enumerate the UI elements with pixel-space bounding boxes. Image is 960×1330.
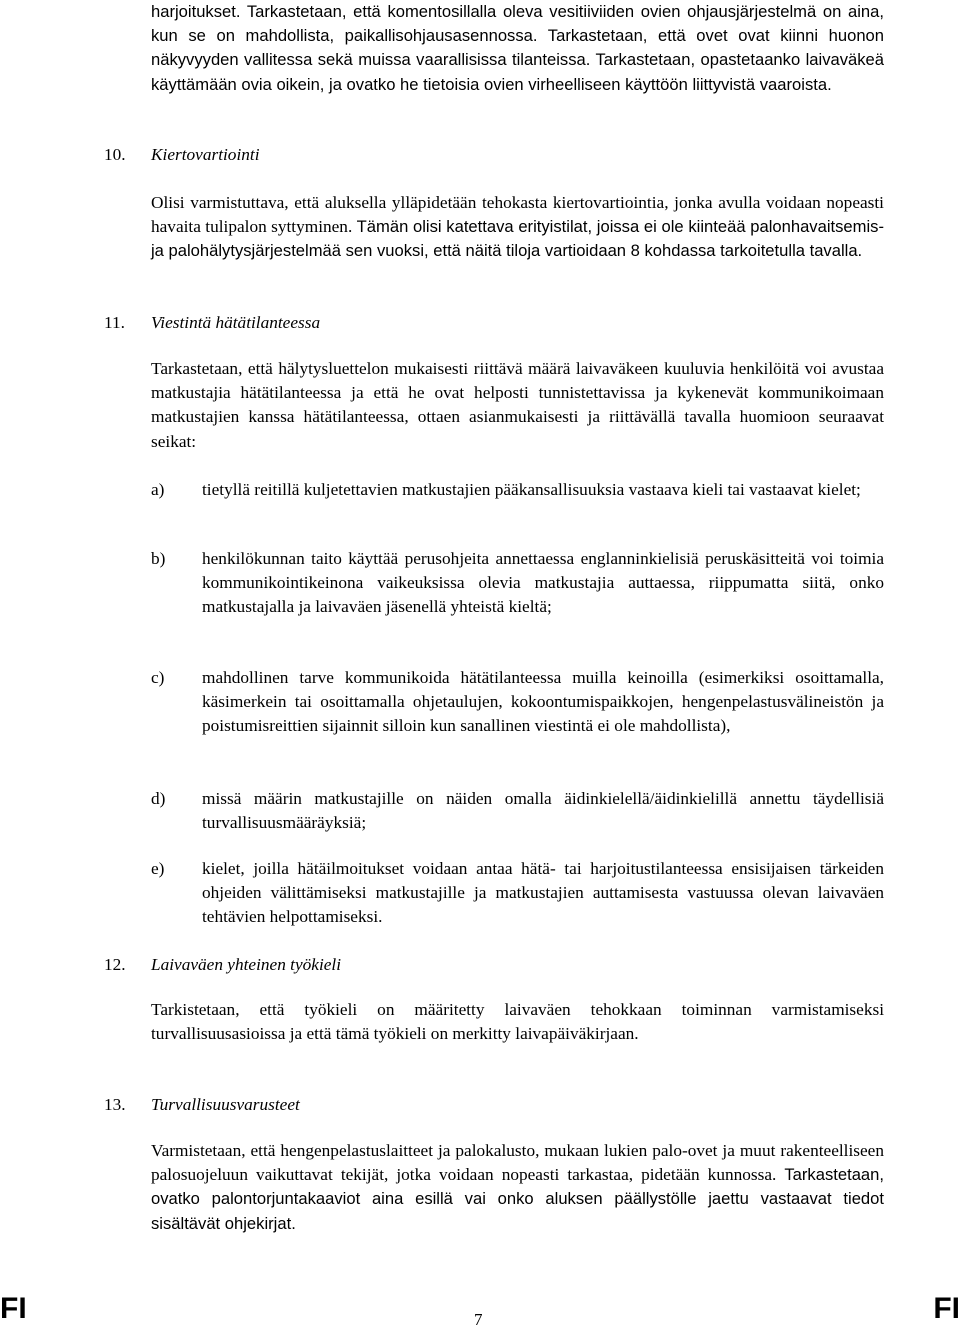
list-item — [151, 478, 884, 502]
list-item-text: henkilökunnan taito käyttää perusohjeita annettaessa englanninkielisiä peruskäsitteitä voi toimia kommunikointikeinona vaikeuksissa olevia matkustajia auttaessa, riippumatta siitä, onko matkustajalla ja laivaväen jäsenellä yhteistä kieltä; — [202, 549, 884, 617]
list-item — [151, 857, 884, 930]
list-item-label: c) — [151, 668, 165, 687]
list-item-text: kielet, joilla hätäilmoitukset voidaan antaa hätä- tai harjoitustilanteessa ensisijaisen tärkeiden ohjeiden välittämiseksi matkustajille ja matkustajien auttamisesta vastuussa olevan laivaväen tehtävien helpottamiseksi. — [202, 859, 884, 927]
section-number: 10. — [104, 145, 126, 164]
section-11-intro: Tarkastetaan, että hälytysluettelon mukaisesti riittävä määrä laivaväkeen kuuluvia henkilöitä voi avustaa matkustajia hätätilanteessa ja että he ovat helposti tunnistettavissa ja kykenevät kommunikoimaan matkustajien kanssa hätätilanteessa, ottaen asianmukaisesti ja riittävällä tavalla huomioon seuraavat seikat: — [151, 359, 884, 451]
section-9-text-2: Tarkastetaan, että ovet ovat kiinni huonon näkyvyyden vallitessa sekä muissa vaarallisissa tilanteissa. — [151, 26, 885, 70]
section-9-continuation — [151, 0, 884, 97]
section-13-text-1: Varmistetaan, että hengenpelastuslaitteet ja palokalusto, mukaan lukien palo-ovet ja muut rakenteelliseen palosuojeluun vaikuttavat tekijät, jotka voidaan nopeasti tarkastaa, pidetään kunnossa. — [151, 1141, 884, 1185]
section-12-body: Tarkistetaan, että työkieli on määritetty laivaväen tehokkaan toiminnan varmistamiseksi turvallisuusasioissa ja että tämä työkieli on merkitty laivapäiväkirjaan. — [151, 1000, 884, 1044]
section-9-text-1: harjoitukset. Tarkastetaan, että komentosillalla oleva vesitiiviiden ovien ohjausjärjestelmä on aina, kun se on mahdollista, paikallisohjausasennossa. — [151, 2, 884, 46]
page-number: 7 — [474, 1310, 483, 1329]
section-10-body — [151, 191, 884, 264]
section-10-text-2: Tämän olisi katettava erityistilat, joissa ei ole kiinteää palonhavaitsemis- ja palohälytysjärjestelmää sen vuoksi, että näitä tiloja vartioidaan 8 kohdassa tarkoitetulla tavalla. — [151, 217, 884, 261]
list-item-text: missä määrin matkustajille on näiden omalla äidinkielellä/äidinkielillä annettu täydellisiä turvallisuusmääräyksiä; — [202, 789, 884, 833]
list-item — [151, 547, 884, 620]
section-10-text-1: Olisi varmistuttava, että aluksella ylläpidetään tehokasta kiertovartiointia, jonka avulla voidaan nopeasti havaita tulipalon syttyminen. — [151, 193, 884, 237]
list-item-text: mahdollinen tarve kommunikoida hätätilanteessa muilla keinoilla (esimerkiksi osoittamalla, käsimerkein tai osoittamalla ohjetaulujen, kokoontumispaikkojen, hengenpelastusvälineistön ja poistumisreittien sijainnit silloin kun sanallinen viestintä ei ole mahdollista), — [202, 668, 884, 736]
list-item-text: tietyllä reitillä kuljetettavien matkustajien pääkansallisuuksia vastaava kieli tai vastaavat kielet; — [202, 480, 861, 499]
section-13-heading — [104, 1093, 300, 1117]
list-item-label: a) — [151, 480, 165, 499]
section-number: 13. — [104, 1095, 126, 1114]
section-10-heading — [104, 143, 260, 167]
section-title: Kiertovartiointi — [151, 145, 260, 164]
list-item — [151, 666, 884, 739]
list-item — [151, 787, 884, 835]
footer-language-left: FI — [0, 1292, 27, 1325]
section-title: Turvallisuusvarusteet — [151, 1095, 300, 1114]
section-title: Viestintä hätätilanteessa — [151, 313, 321, 332]
list-item-label: b) — [151, 549, 166, 568]
section-12-heading — [104, 953, 341, 977]
list-item-label: e) — [151, 859, 165, 878]
section-number: 11. — [104, 313, 125, 332]
section-number: 12. — [104, 955, 126, 974]
list-item-label: d) — [151, 789, 166, 808]
section-9-text-3: Tarkastetaan, opastetaanko laivaväkeä käyttämään ovia oikein, ja ovatko he tietoisia ovien virheelliseen käyttöön liittyvistä vaaroista. — [151, 50, 885, 94]
section-title: Laivaväen yhteinen työkieli — [151, 955, 342, 974]
section-11-heading — [104, 311, 320, 335]
footer-language-right: FI — [933, 1292, 960, 1325]
section-13-text-2: Tarkastetaan, ovatko palontorjuntakaaviot aina esillä vai onko aluksen päällystölle jaettu vastaavat tiedot sisältävät ohjekirjat. — [151, 1165, 884, 1233]
section-13-body — [151, 1139, 884, 1236]
